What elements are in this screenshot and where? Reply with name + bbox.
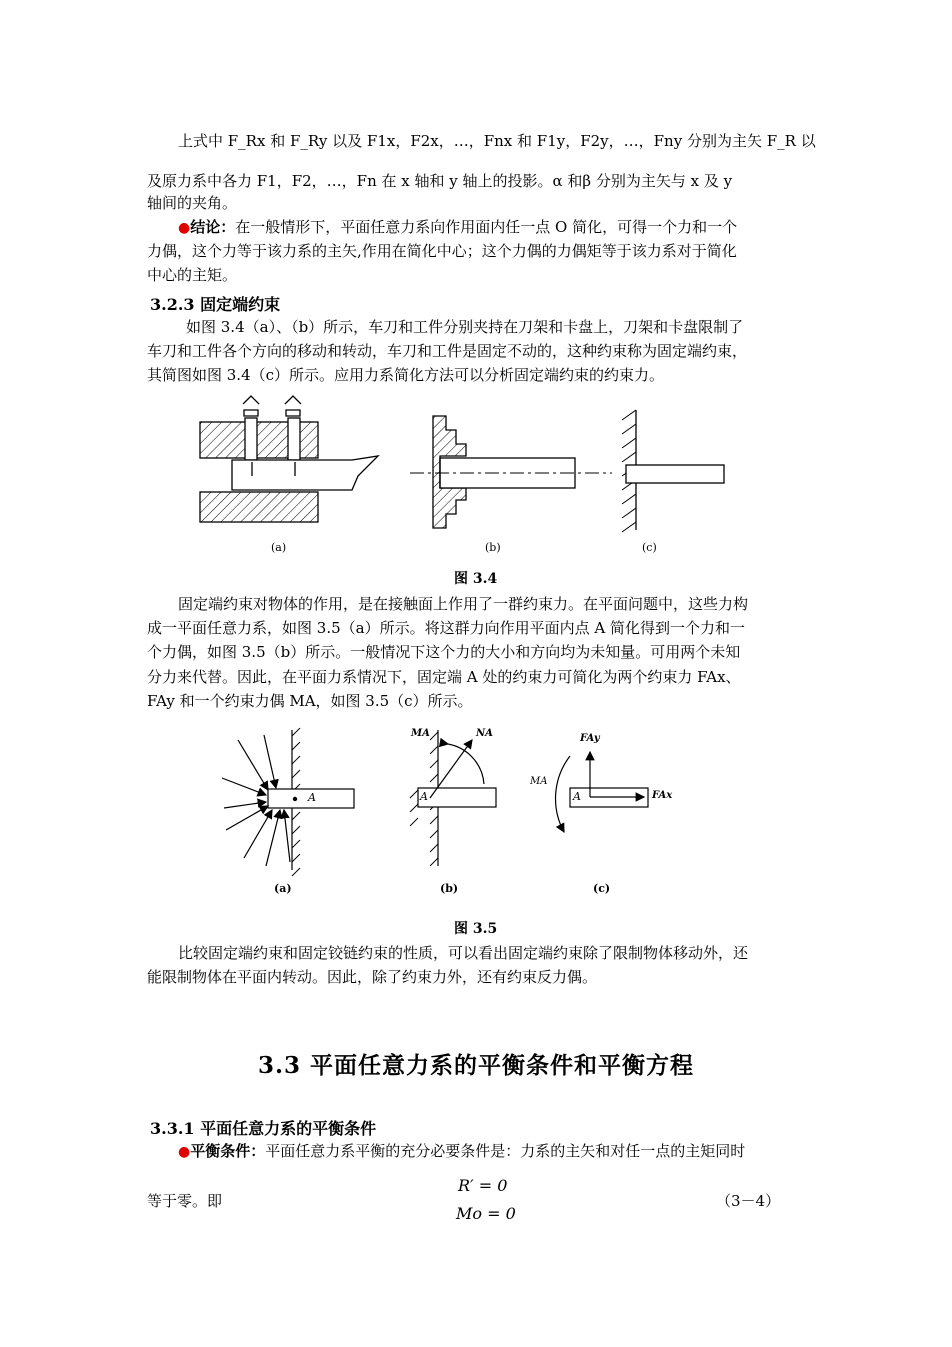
paragraph-2-line-5: FAy 和一个约束力偶 MA，如图 3.5（c）所示。: [147, 692, 473, 710]
paragraph-1-line-1: 上式中 F_Rx 和 F_Ry 以及 F1x，F2x，…，Fnx 和 F1y，F2y，…，Fny 分别为主矢 F_R 以: [178, 132, 816, 150]
conclusion-label: 结论：: [190, 218, 236, 236]
paragraph-2-line-2: 成一平面任意力系，如图 3.5（a）所示。将这群力向作用平面内点 A 简化得到一个力和一: [147, 619, 745, 637]
paragraph-1-line-3: 轴间的夹角。: [147, 194, 238, 212]
figure-3-5-c: [556, 752, 648, 832]
section-3-3-1-title: 3.3.1 平面任意力系的平衡条件: [150, 1119, 377, 1138]
paragraph-3-line-2: 能限制物体在平面内转动。因此，除了约束力外，还有约束反力偶。: [147, 968, 598, 986]
equation-resultant: R′ = 0: [458, 1176, 508, 1195]
bullet-icon: ●: [178, 1144, 191, 1160]
figure-3-5-b-point-a: A: [420, 790, 428, 803]
section-3-2-3-title: 3.2.3 固定端约束: [150, 295, 281, 314]
section-3-3-heading: 3.3 平面任意力系的平衡条件和平衡方程: [257, 1052, 695, 1079]
conclusion-line-3: 中心的主矩。: [147, 266, 238, 284]
figure-3-4-label-b: (b): [485, 541, 501, 554]
paragraph-3-line-1: 比较固定端约束和固定铰链约束的性质，可以看出固定端约束除了限制物体移动外，还: [178, 944, 749, 962]
equation-moment: Mo = 0: [456, 1204, 516, 1223]
figure-3-5-b-force: NA: [476, 728, 493, 739]
paragraph-2-line-1: 固定端约束对物体的作用，是在接触面上作用了一群约束力。在平面问题中，这些力构: [178, 595, 749, 613]
figure-3-5-c-moment: MA: [530, 776, 548, 787]
figure-3-4-label-a: (a): [271, 541, 287, 554]
section-3-2-3-line-2: 车刀和工件各个方向的移动和转动，车刀和工件是固定不动的，这种约束称为固定端约束，: [147, 342, 748, 360]
section-3-2-3-line-3: 其简图如图 3.4（c）所示。应用力系简化方法可以分析固定端约束的约束力。: [147, 366, 665, 384]
figure-3-5-caption: 图 3.5: [454, 921, 498, 937]
equilibrium-condition-line-2: 等于零。即: [147, 1192, 223, 1210]
figure-3-5-c-fay: FAy: [580, 733, 600, 744]
figure-3-5-a-point-a: A: [308, 791, 316, 804]
paragraph-2-line-3: 个力偶，如图 3.5（b）所示。一般情况下这个力的大小和方向均为未知量。可用两个未知: [147, 643, 741, 661]
equilibrium-text: 平面任意力系平衡的充分必要条件是：力系的主矢和对任一点的主矩同时: [265, 1142, 746, 1160]
equation-number: （3－4）: [716, 1192, 781, 1210]
figure-3-5-c-fax: FAx: [652, 790, 673, 801]
equilibrium-label: 平衡条件：: [190, 1142, 266, 1160]
figure-3-5-label-a: (a): [274, 882, 292, 895]
figure-3-5-label-c: (c): [593, 882, 611, 895]
paragraph-2-line-4: 分力来代替。因此，在平面力系情况下，固定端 A 处的约束力可简化为两个约束力 FAx、: [147, 668, 741, 686]
bullet-icon: ●: [178, 220, 191, 236]
figure-3-5-b-moment: MA: [411, 728, 430, 739]
section-3-2-3-line-1: 如图 3.4（a）、（b）所示，车刀和工件分别夹持在刀架和卡盘上，刀架和卡盘限制了: [186, 318, 744, 336]
equilibrium-condition-line-1: [178, 1142, 745, 1162]
conclusion-text: 在一般情形下，平面任意力系向作用面内任一点 O 简化，可得一个力和一个: [235, 218, 738, 236]
conclusion-line-2: 力偶，这个力等于该力系的主矢,作用在简化中心；这个力偶的力偶矩等于该力系对于简化: [147, 242, 737, 260]
paragraph-1-line-2: 及原力系中各力 F1，F2，…，Fn 在 x 轴和 y 轴上的投影。α 和β 分别为主矢与 x 及 y: [147, 172, 733, 190]
figure-3-4-caption: 图 3.4: [454, 571, 498, 587]
figure-3-5-a: [222, 728, 354, 876]
figure-3-5-c-point-a: A: [573, 790, 581, 803]
figure-3-5-label-b: (b): [440, 882, 459, 895]
figure-3-4-label-c: (c): [642, 541, 657, 554]
